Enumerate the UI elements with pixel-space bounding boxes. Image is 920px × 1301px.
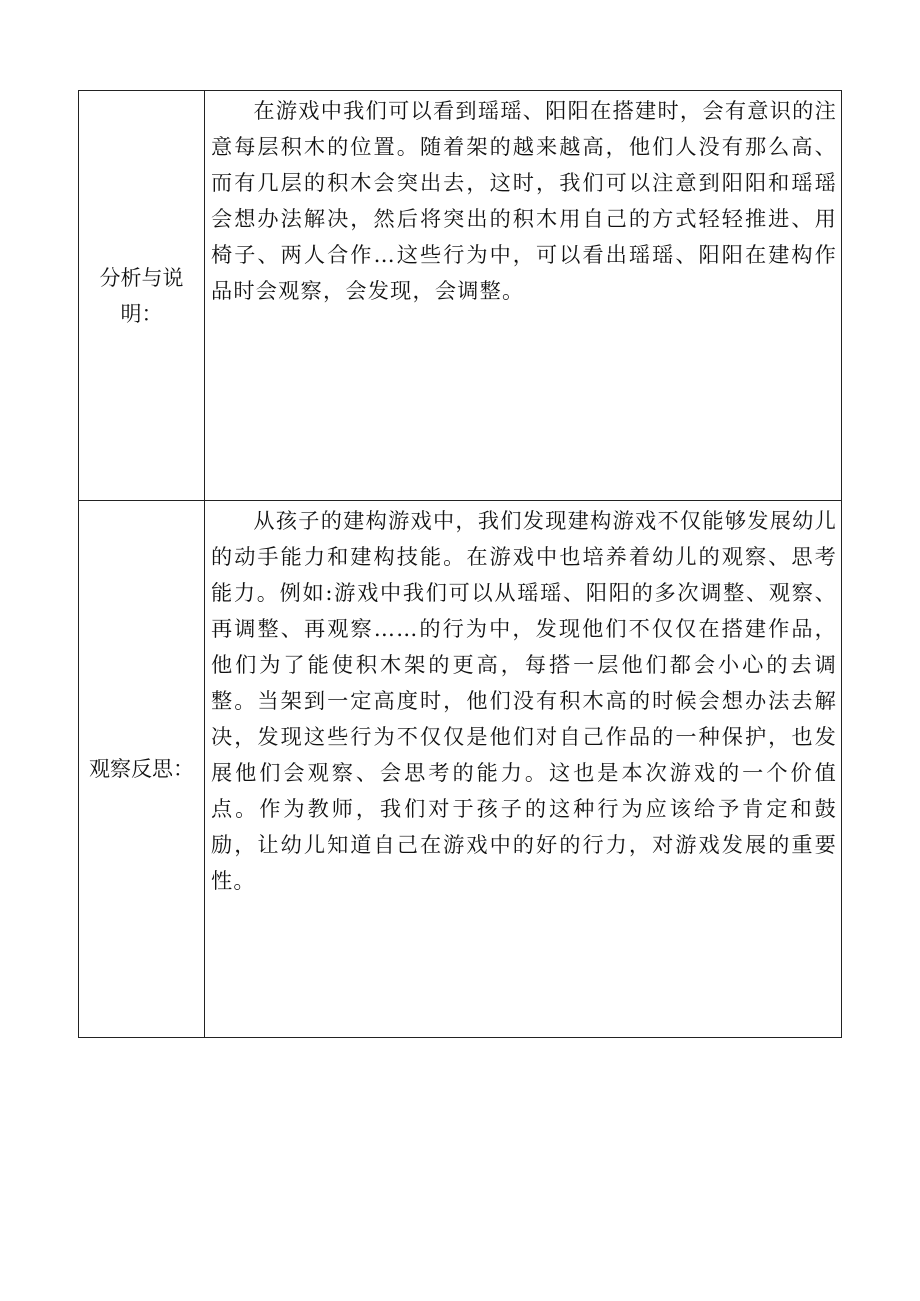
table-row-reflection bbox=[79, 501, 842, 1038]
reflection-text: 从孩子的建构游戏中，我们发现建构游戏不仅能够发展幼儿的动手能力和建构技能。在游戏中也培养着幼儿的观察、思考能力。例如:游戏中我们可以从瑶瑶、阳阳的多次调整、观察、再调整、再观察……的行为中，发现他们不仅仅在搭建作品，他们为了能使积木架的更高，每搭一层他们都会小心的去调整。当架到一定高度时，他们没有积木高的时候会想办法去解决，发现这些行为不仅仅是他们对自己作品的一种保护，也发展他们会观察、会思考的能力。这也是本次游戏的一个价值点。作为教师，我们对于孩子的这种行为应该给予肯定和鼓励，让幼儿知道自己在游戏中的好的行力，对游戏发展的重要性。 bbox=[211, 508, 837, 893]
row-label-reflection: 观察反思： bbox=[89, 757, 194, 781]
observation-table bbox=[78, 90, 842, 1038]
table-row-analysis bbox=[79, 91, 842, 501]
row-content-cell bbox=[205, 501, 842, 1038]
row-label-cell bbox=[79, 91, 205, 501]
row-content-cell bbox=[205, 91, 842, 501]
row-label-analysis: 分析与说明： bbox=[99, 265, 184, 326]
analysis-text: 在游戏中我们可以看到瑶瑶、阳阳在搭建时，会有意识的注意每层积木的位置。随着架的越来越高，他们人没有那么高、而有几层的积木会突出去，这时，我们可以注意到阳阳和瑶瑶会想办法解决，然后将突出的积木用自己的方式轻轻推进、用椅子、两人合作…这些行为中，可以看出瑶瑶、阳阳在建构作品时会观察，会发现，会调整。 bbox=[211, 98, 837, 303]
row-label-cell bbox=[79, 501, 205, 1038]
